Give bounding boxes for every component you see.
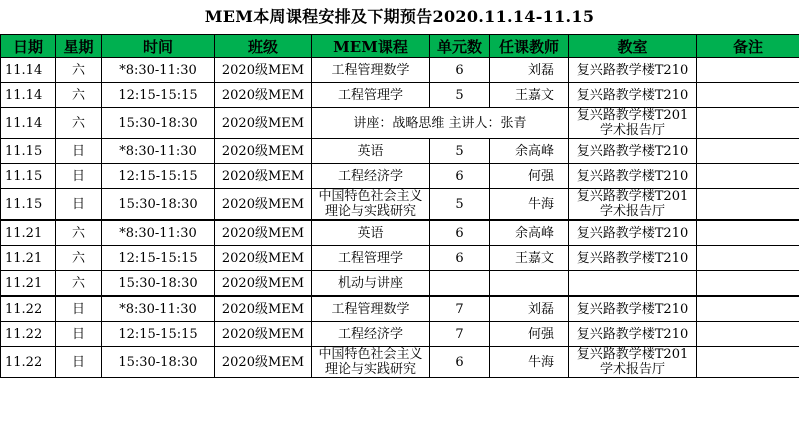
cell-time: 12:15-15:15 bbox=[102, 246, 215, 271]
cell-time: 15:30-18:30 bbox=[102, 347, 215, 378]
cell-room: 复兴路教学楼T201 学术报告厅 bbox=[569, 189, 697, 221]
cell-room: 复兴路教学楼T210 bbox=[569, 139, 697, 164]
cell-teacher: 牛海 bbox=[490, 189, 569, 221]
cell-date: 11.22 bbox=[1, 322, 56, 347]
cell-note bbox=[697, 347, 799, 378]
cell-weekday: 六 bbox=[56, 220, 102, 246]
cell-date: 11.14 bbox=[1, 108, 56, 139]
cell-teacher: 牛海 bbox=[490, 347, 569, 378]
header-time: 时间 bbox=[102, 35, 215, 58]
cell-time: *8:30-11:30 bbox=[102, 139, 215, 164]
cell-time: 12:15-15:15 bbox=[102, 164, 215, 189]
cell-teacher: 何强 bbox=[490, 322, 569, 347]
cell-teacher: 余高峰 bbox=[490, 139, 569, 164]
header-note: 备注 bbox=[697, 35, 799, 58]
cell-date: 11.21 bbox=[1, 271, 56, 297]
cell-time: 15:30-18:30 bbox=[102, 108, 215, 139]
cell-note bbox=[697, 220, 799, 246]
cell-class: 2020级MEM bbox=[215, 58, 312, 83]
table-row bbox=[1, 108, 799, 139]
table-row bbox=[1, 347, 799, 378]
cell-note bbox=[697, 271, 799, 297]
cell-note bbox=[697, 58, 799, 83]
cell-weekday: 六 bbox=[56, 58, 102, 83]
table-row bbox=[1, 271, 799, 297]
header-teacher: 任课教师 bbox=[490, 35, 569, 58]
cell-note bbox=[697, 139, 799, 164]
cell-teacher: 何强 bbox=[490, 164, 569, 189]
cell-course: 工程管理学 bbox=[312, 83, 430, 108]
cell-room: 复兴路教学楼T210 bbox=[569, 296, 697, 322]
cell-room: 复兴路教学楼T201 学术报告厅 bbox=[569, 347, 697, 378]
header-row bbox=[1, 35, 799, 58]
cell-note bbox=[697, 189, 799, 221]
table-row bbox=[1, 220, 799, 246]
cell-units: 5 bbox=[430, 189, 490, 221]
cell-teacher bbox=[490, 271, 569, 297]
cell-time: *8:30-11:30 bbox=[102, 220, 215, 246]
cell-weekday: 六 bbox=[56, 108, 102, 139]
cell-time: 12:15-15:15 bbox=[102, 322, 215, 347]
cell-teacher: 王嘉文 bbox=[490, 83, 569, 108]
cell-course: 中国特色社会主义理论与实践研究 bbox=[312, 189, 430, 221]
cell-time: 15:30-18:30 bbox=[102, 189, 215, 221]
cell-time: 12:15-15:15 bbox=[102, 83, 215, 108]
cell-units: 6 bbox=[430, 347, 490, 378]
cell-teacher: 余高峰 bbox=[490, 220, 569, 246]
cell-date: 11.14 bbox=[1, 58, 56, 83]
cell-weekday: 六 bbox=[56, 83, 102, 108]
cell-room bbox=[569, 271, 697, 297]
table-row bbox=[1, 296, 799, 322]
header-room: 教室 bbox=[569, 35, 697, 58]
cell-room: 复兴路教学楼T210 bbox=[569, 220, 697, 246]
cell-date: 11.21 bbox=[1, 246, 56, 271]
header-weekday: 星期 bbox=[56, 35, 102, 58]
cell-units: 7 bbox=[430, 322, 490, 347]
cell-room: 复兴路教学楼T201 学术报告厅 bbox=[569, 108, 697, 139]
header-course: MEM课程 bbox=[312, 35, 430, 58]
cell-room: 复兴路教学楼T210 bbox=[569, 83, 697, 108]
cell-room: 复兴路教学楼T210 bbox=[569, 246, 697, 271]
cell-course: 中国特色社会主义理论与实践研究 bbox=[312, 347, 430, 378]
schedule-table bbox=[0, 34, 799, 378]
table-row bbox=[1, 246, 799, 271]
cell-date: 11.15 bbox=[1, 189, 56, 221]
cell-date: 11.15 bbox=[1, 139, 56, 164]
cell-date: 11.15 bbox=[1, 164, 56, 189]
table-row bbox=[1, 139, 799, 164]
cell-course: 工程管理数学 bbox=[312, 296, 430, 322]
cell-units bbox=[430, 271, 490, 297]
cell-room: 复兴路教学楼T210 bbox=[569, 322, 697, 347]
cell-date: 11.22 bbox=[1, 296, 56, 322]
header-units: 单元数 bbox=[430, 35, 490, 58]
header-class: 班级 bbox=[215, 35, 312, 58]
page-title: MEM本周课程安排及下期预告2020.11.14-11.15 bbox=[204, 7, 595, 26]
cell-weekday: 六 bbox=[56, 246, 102, 271]
cell-units: 6 bbox=[430, 58, 490, 83]
cell-weekday: 六 bbox=[56, 271, 102, 297]
cell-weekday: 日 bbox=[56, 189, 102, 221]
header-date: 日期 bbox=[1, 35, 56, 58]
cell-note bbox=[697, 296, 799, 322]
cell-weekday: 日 bbox=[56, 139, 102, 164]
cell-lecture: 讲座：战略思维 主讲人：张青 bbox=[312, 108, 569, 139]
cell-class: 2020级MEM bbox=[215, 83, 312, 108]
cell-teacher: 刘磊 bbox=[490, 296, 569, 322]
table-row bbox=[1, 83, 799, 108]
cell-room: 复兴路教学楼T210 bbox=[569, 164, 697, 189]
cell-note bbox=[697, 322, 799, 347]
cell-date: 11.22 bbox=[1, 347, 56, 378]
cell-note bbox=[697, 108, 799, 139]
cell-units: 5 bbox=[430, 139, 490, 164]
cell-course: 英语 bbox=[312, 139, 430, 164]
cell-class: 2020级MEM bbox=[215, 189, 312, 221]
cell-weekday: 日 bbox=[56, 347, 102, 378]
cell-class: 2020级MEM bbox=[215, 139, 312, 164]
cell-teacher: 王嘉文 bbox=[490, 246, 569, 271]
cell-class: 2020级MEM bbox=[215, 220, 312, 246]
cell-course: 工程经济学 bbox=[312, 164, 430, 189]
cell-course: 工程管理学 bbox=[312, 246, 430, 271]
table-row bbox=[1, 322, 799, 347]
cell-room: 复兴路教学楼T210 bbox=[569, 58, 697, 83]
cell-note bbox=[697, 246, 799, 271]
cell-class: 2020级MEM bbox=[215, 322, 312, 347]
cell-course: 机动与讲座 bbox=[312, 271, 430, 297]
cell-date: 11.14 bbox=[1, 83, 56, 108]
cell-class: 2020级MEM bbox=[215, 347, 312, 378]
cell-teacher: 刘磊 bbox=[490, 58, 569, 83]
table-row bbox=[1, 189, 799, 221]
cell-units: 6 bbox=[430, 246, 490, 271]
cell-class: 2020级MEM bbox=[215, 296, 312, 322]
cell-date: 11.21 bbox=[1, 220, 56, 246]
cell-weekday: 日 bbox=[56, 322, 102, 347]
cell-units: 6 bbox=[430, 164, 490, 189]
cell-time: *8:30-11:30 bbox=[102, 58, 215, 83]
cell-class: 2020级MEM bbox=[215, 246, 312, 271]
cell-note bbox=[697, 83, 799, 108]
cell-units: 7 bbox=[430, 296, 490, 322]
cell-class: 2020级MEM bbox=[215, 164, 312, 189]
cell-course: 工程经济学 bbox=[312, 322, 430, 347]
cell-units: 6 bbox=[430, 220, 490, 246]
table-row bbox=[1, 58, 799, 83]
cell-class: 2020级MEM bbox=[215, 271, 312, 297]
cell-note bbox=[697, 164, 799, 189]
cell-course: 英语 bbox=[312, 220, 430, 246]
table-row bbox=[1, 164, 799, 189]
cell-time: *8:30-11:30 bbox=[102, 296, 215, 322]
cell-units: 5 bbox=[430, 83, 490, 108]
cell-class: 2020级MEM bbox=[215, 108, 312, 139]
cell-time: 15:30-18:30 bbox=[102, 271, 215, 297]
cell-course: 工程管理数学 bbox=[312, 58, 430, 83]
cell-weekday: 日 bbox=[56, 164, 102, 189]
cell-weekday: 日 bbox=[56, 296, 102, 322]
